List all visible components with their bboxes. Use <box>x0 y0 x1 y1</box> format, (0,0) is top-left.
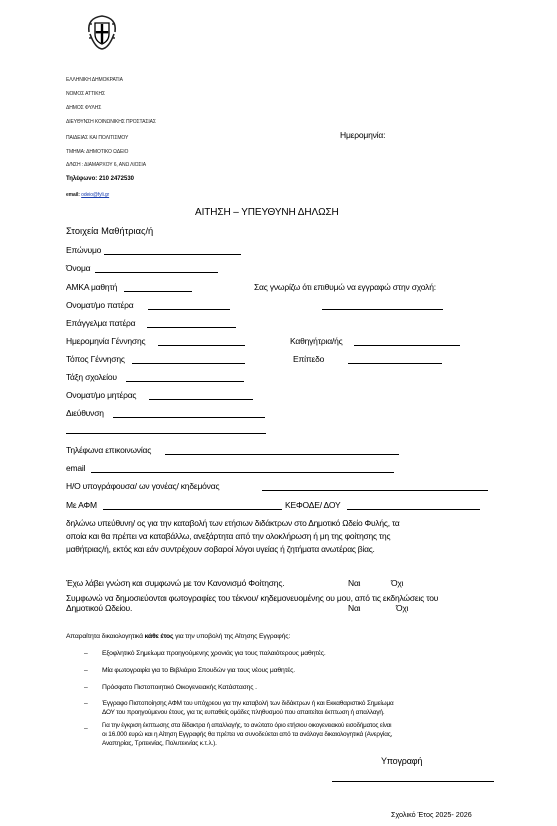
level-field[interactable] <box>348 363 442 364</box>
doc-item-5-line-3: Αναπηρίας, Τριτεκνίας, Πολυτεκνίας κ.τ.λ.). <box>102 740 217 747</box>
father-job-label: Επάγγελμα πατέρα <box>66 318 136 328</box>
photo-question-line-2: Δημοτικού Ωδείου. <box>66 603 133 613</box>
form-title: ΑΙΤΗΣΗ – ΥΠΕΥΘΥΝΗ ΔΗΛΩΣΗ <box>195 207 339 218</box>
photo-yes-option[interactable]: Ναι <box>348 603 361 613</box>
name-label: Όνομα <box>66 263 91 273</box>
rules-yes-option[interactable]: Ναι <box>348 578 361 588</box>
school-field[interactable] <box>322 309 443 310</box>
amka-field[interactable] <box>124 291 192 292</box>
consent-label: Σας γνωρίζω ότι επιθυμώ να εγγραφώ στην σχολή: <box>254 282 436 292</box>
doc-bullet: – <box>84 684 88 691</box>
signature-label: Υπογραφή <box>381 756 423 766</box>
declaration-line-1: δηλώνω υπεύθυνη/ ος για την καταβολή των ετήσιων διδάκτρων στο Δημοτικό Ωδείο Φυλής, τα <box>66 518 400 528</box>
father-label: Ονοματ/μο πατέρα <box>66 300 134 310</box>
doc-bullet: – <box>84 725 88 732</box>
header-phone: Τηλέφωνο: 210 2472530 <box>66 176 134 182</box>
photo-question-line-1: Συμφωνώ να δημοσιεύονται φωτογραφίες του τέκνου/ κηδεμονευομένης ου μου, από τις εκδηλώσεις του <box>66 593 439 603</box>
greek-coat-of-arms-emblem <box>85 12 119 52</box>
father-field[interactable] <box>148 309 230 310</box>
docs-intro-pre: Απαραίτητα δικαιολογητικά <box>66 633 145 640</box>
birthplace-label: Τόπος Γέννησης <box>66 354 125 364</box>
email-link[interactable]: odeio@fyli.gr <box>81 192 110 198</box>
signatory-label: Η/Ο υπογράφουσα/ ων γονέας/ κηδεμόνας <box>66 481 220 491</box>
mother-field[interactable] <box>149 399 253 400</box>
header-line-prefecture: ΝΟΜΟΣ ΑΤΤΙΚΗΣ <box>66 91 105 97</box>
doc-item-5-line-1: Για την έγκριση έκπτωσης στα δίδακτρα ή απαλλαγής, το ανώτατο όριο ετήσιου οικογενειακού εισοδήματος είναι <box>102 722 392 729</box>
school-class-label: Τάξη σχολείου <box>66 372 117 382</box>
birthdate-label: Ημερομηνία Γέννησης <box>66 336 146 346</box>
afm-label: Με ΑΦΜ <box>66 500 97 510</box>
doc-item-1: Εξοφλητικό Σημείωμα προηγούμενης χρονιάς για τους παλαιότερους μαθητές. <box>102 650 326 657</box>
birthdate-field[interactable] <box>158 345 245 346</box>
address-label: Διεύθυνση <box>66 408 104 418</box>
doc-bullet: – <box>84 667 88 674</box>
father-job-field[interactable] <box>147 327 236 328</box>
level-label: Επίπεδο <box>293 354 325 364</box>
email-field-label: email <box>66 463 86 473</box>
surname-field[interactable] <box>104 254 241 255</box>
kefode-label: ΚΕΦΟΔΕ/ ΔΟΥ <box>285 500 341 510</box>
email-label: email: <box>66 192 80 198</box>
address-field-2[interactable] <box>66 433 266 434</box>
doc-item-4-line-2: ΔΟΥ του προηγούμενου έτους, για τις ευπαθείς ομάδες πληθυσμού που απαιτείται έκπτωση ή απαλλαγή. <box>102 709 385 716</box>
amka-label: ΑΜΚΑ μαθητή <box>66 282 118 292</box>
birthplace-field[interactable] <box>132 363 245 364</box>
name-field[interactable] <box>95 272 218 273</box>
header-email <box>66 192 109 198</box>
phones-field[interactable] <box>165 454 399 455</box>
rules-question: Έχω λάβει γνώση και συμφωνώ με τον Κανονισμό Φοίτησης. <box>66 578 285 588</box>
afm-field[interactable] <box>103 509 282 510</box>
surname-label: Επώνυμο <box>66 245 102 255</box>
email-field[interactable] <box>91 472 394 473</box>
declaration-line-3: μαθήτριας/ή, εκτός και εάν συντρέχουν σοβαροί λόγοι υγείας ή ζητήματα ανωτέρας βίας. <box>66 544 375 554</box>
address-field[interactable] <box>113 417 265 418</box>
header-line-municipality: ΔΗΜΟΣ ΦΥΛΗΣ <box>66 105 102 111</box>
header-line-address: Δ/ΝΣΗ : ΔΙΑΜΑΡΧΟΥ 6, ΑΝΩ ΛΙΟΣΙΑ <box>66 162 146 168</box>
header-line-republic: ΕΛΛΗΝΙΚΗ ΔΗΜΟΚΡΑΤΙΑ <box>66 77 123 83</box>
kefode-field[interactable] <box>347 509 480 510</box>
doc-bullet: – <box>84 650 88 657</box>
header-line-department: ΤΜΗΜΑ: ΔΗΜΟΤΙΚΟ ΩΔΕΙΟ <box>66 149 129 155</box>
mother-label: Ονοματ/μο μητέρας <box>66 390 137 400</box>
photo-no-option[interactable]: Όχι <box>396 603 409 613</box>
header-line-education: ΠΑΙΔΕΙΑΣ ΚΑΙ ΠΟΛΙΤΙΣΜΟΥ <box>66 135 129 141</box>
docs-intro-post: για την υποβολή της Αίτησης Εγγραφής: <box>173 633 291 640</box>
teacher-label: Καθηγήτρια/ής <box>290 336 343 346</box>
signature-field[interactable] <box>332 781 494 782</box>
date-label: Ημερομηνία: <box>340 130 386 140</box>
signatory-field[interactable] <box>262 490 488 491</box>
header-line-directorate: ΔΙΕΥΘΥΝΣΗ ΚΟΙΝΩΝΙΚΗΣ ΠΡΟΣΤΑΣΙΑΣ <box>66 119 156 125</box>
rules-no-option[interactable]: Όχι <box>391 578 404 588</box>
doc-bullet: – <box>84 700 88 707</box>
doc-item-2: Μία φωτογραφία για το Βιβλιάριο Σπουδών για τους νέους μαθητές. <box>102 667 295 674</box>
docs-intro-bold: κάθε έτος <box>144 633 174 640</box>
phones-label: Τηλέφωνα επικοινωνίας <box>66 445 152 455</box>
doc-item-4-line-1: Έγγραφο Πιστοποίησης ΑΦΜ του υπόχρεου για την καταβολή των διδάκτρων ή και Εκκαθαριστικό Σημείωμα <box>102 700 394 707</box>
docs-intro <box>66 633 290 640</box>
doc-item-5-line-2: οι 16.000 ευρώ και η Αίτηση Εγγραφής θα πρέπει να συνοδεύεται από τα ανάλογα δικαιολογητικά (Ανεργίας, <box>102 731 393 738</box>
doc-item-3: Πρόσφατο Πιστοποιητικό Οικογενειακής Κατάστασης . <box>102 684 257 691</box>
declaration-line-2: οποία και θα πρέπει να καταβάλλω, ανεξάρτητα από την ολοκλήρωση ή μη της φοίτησης της <box>66 531 391 541</box>
section-title: Στοιχεία Μαθήτριας/ή <box>66 226 154 236</box>
school-class-field[interactable] <box>126 381 244 382</box>
school-year: Σχολικό Έτος 2025- 2026 <box>391 810 472 819</box>
teacher-field[interactable] <box>354 345 460 346</box>
